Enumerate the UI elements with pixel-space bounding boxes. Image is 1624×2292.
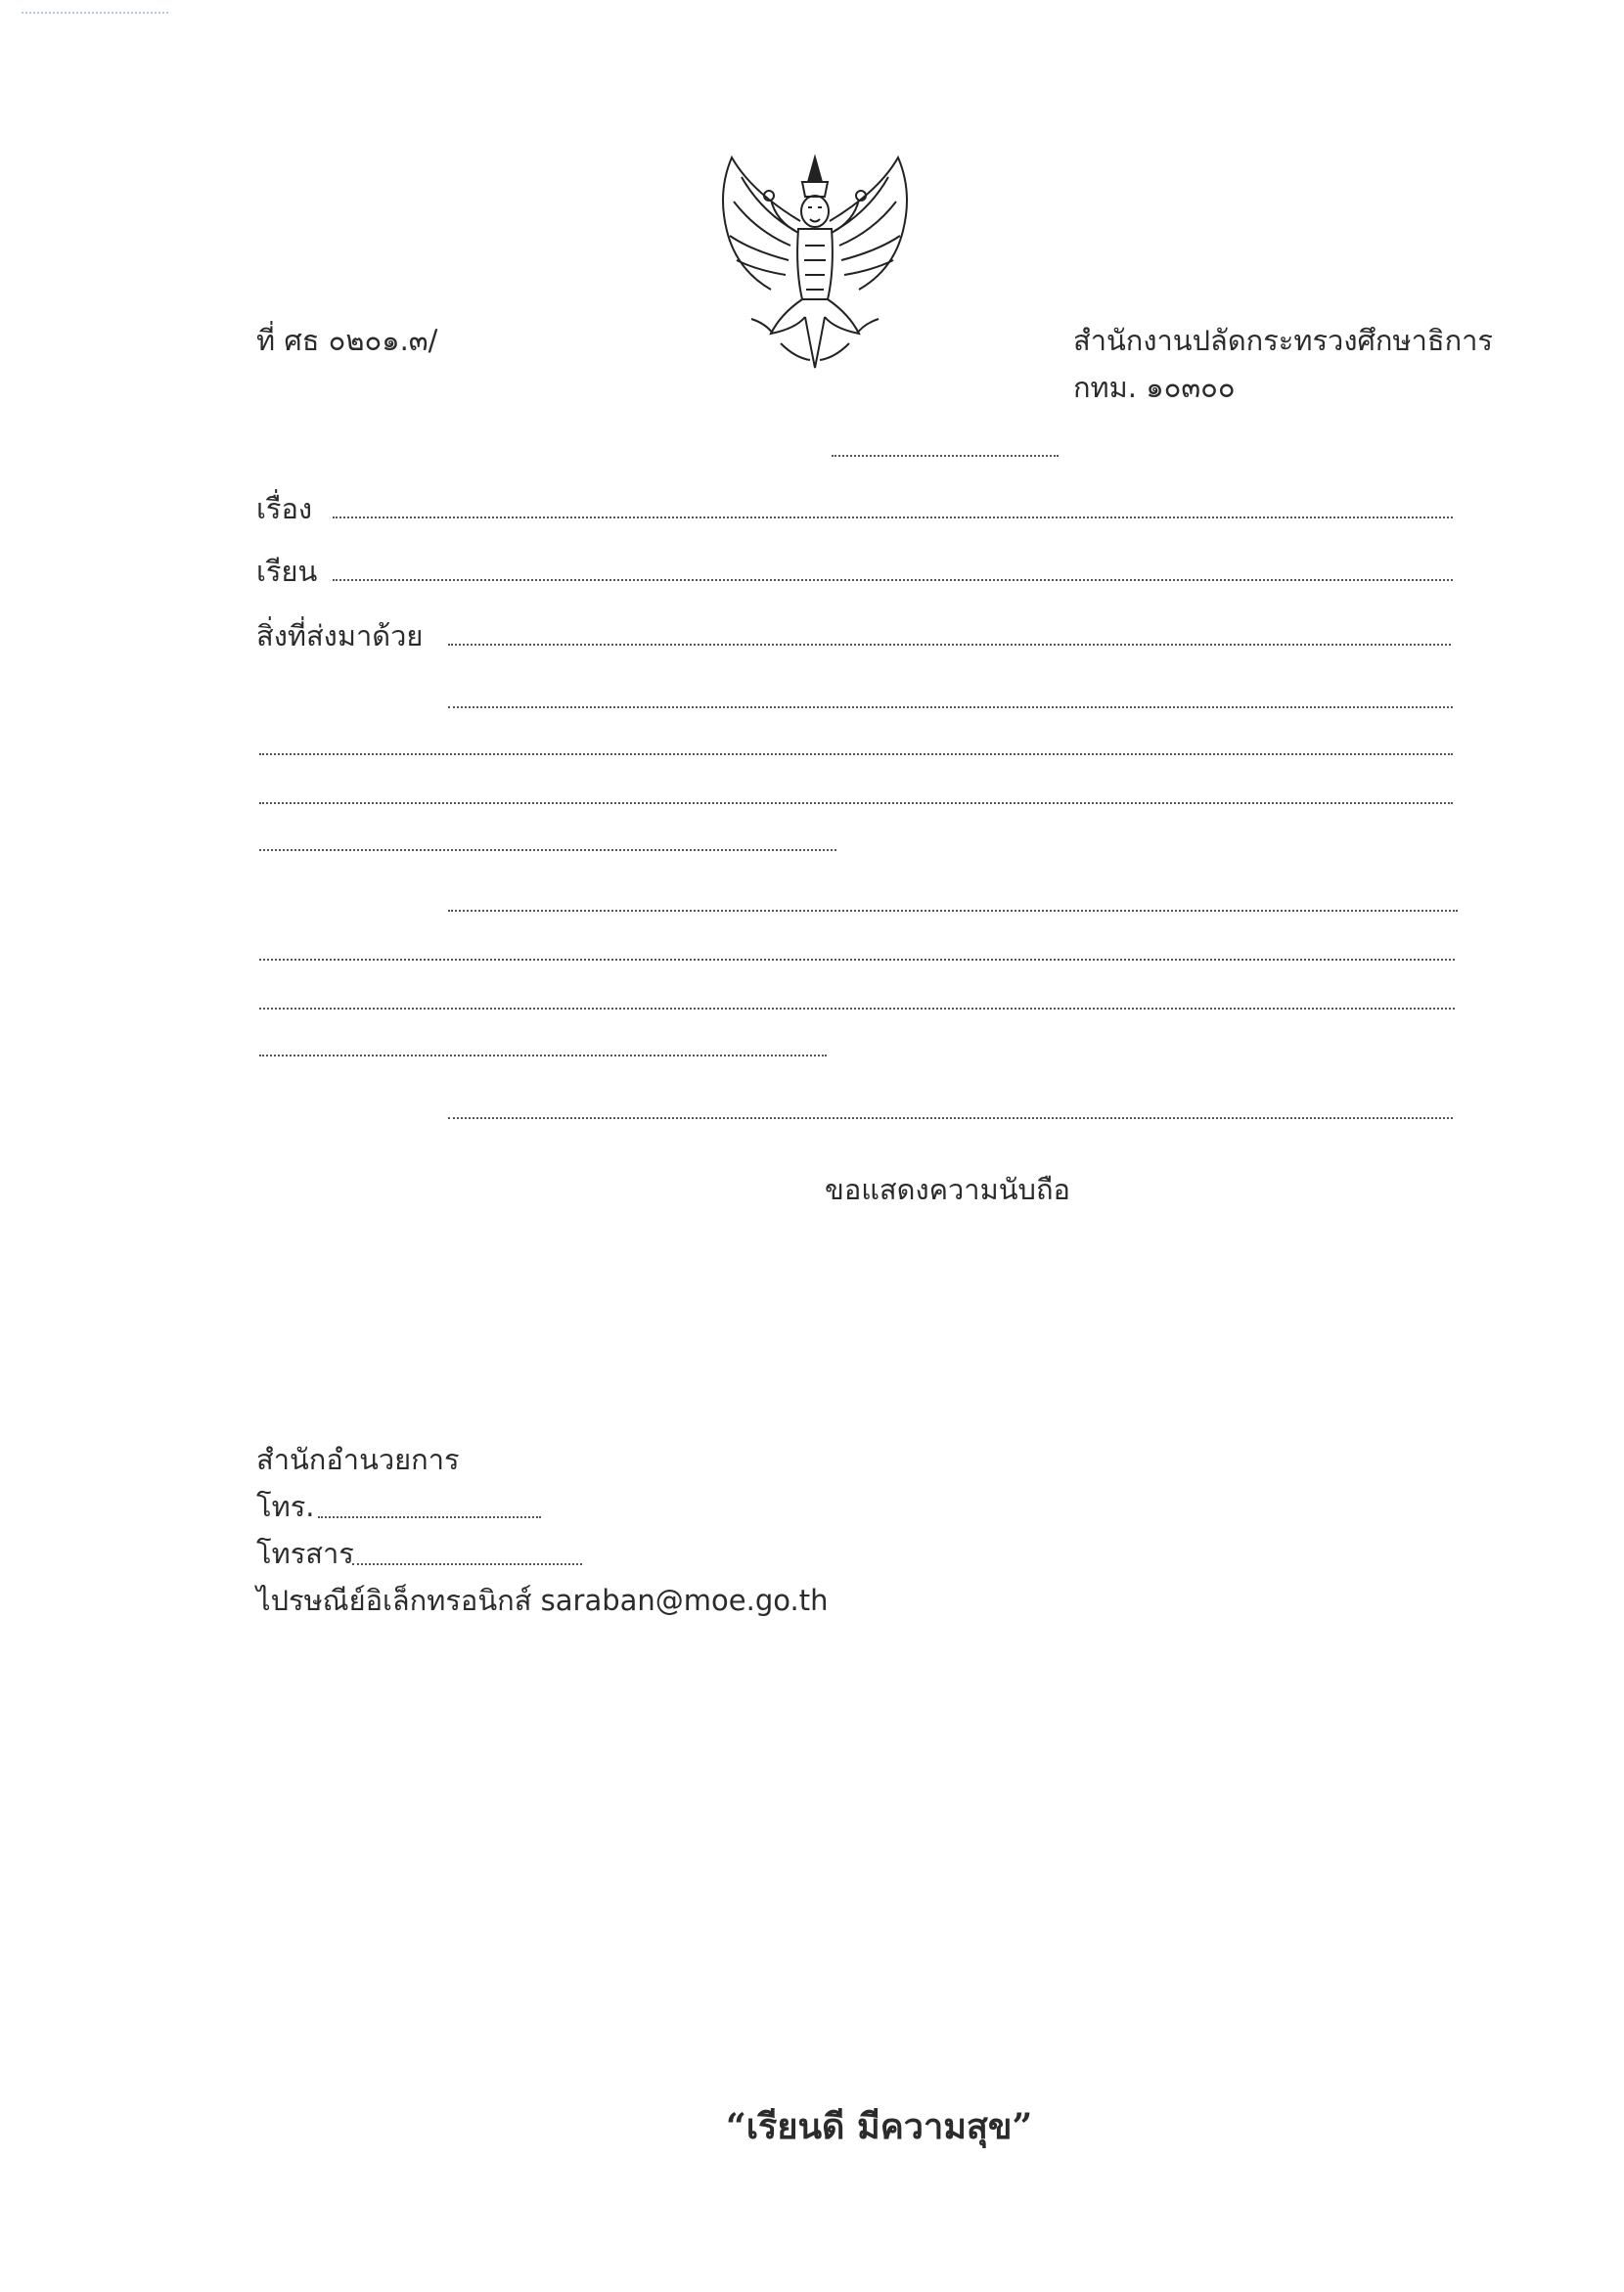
enclosure-line (448, 644, 1451, 646)
body-line (448, 910, 1458, 912)
office-postal: กทม. ๑๐๓๐๐ (1073, 371, 1236, 404)
email-address[interactable]: saraban@moe.go.th (540, 1584, 829, 1617)
office-name: สำนักงานปลัดกระทรวงศึกษาธิการ (1073, 324, 1493, 357)
fax-label: โทรสาร (256, 1537, 354, 1570)
body-line (259, 1055, 827, 1056)
body-line (259, 1008, 1455, 1010)
email-row (256, 1581, 828, 1620)
subject-label: เรื่อง (256, 492, 313, 525)
slogan: “เรียนดี มีความสุข” (726, 2106, 1033, 2147)
division-name: สำนักอำนวยการ (256, 1443, 460, 1476)
fax-line (352, 1563, 582, 1565)
email-label: ไปรษณีย์อิเล็กทรอนิกส์ (256, 1584, 532, 1617)
body-line (259, 753, 1453, 755)
to-line (333, 579, 1453, 581)
enclosure-label: สิ่งที่ส่งมาด้วย (256, 619, 424, 652)
reference-number: ที่ ศธ ๐๒๐๑.๓/ (256, 324, 438, 357)
tel-label: โทร. (256, 1490, 315, 1523)
body-line (259, 849, 836, 851)
body-line (259, 959, 1455, 961)
body-line (448, 1117, 1453, 1119)
subject-line (333, 517, 1453, 518)
scan-artifact (22, 12, 168, 14)
tel-line (318, 1516, 541, 1518)
body-line (259, 802, 1453, 804)
date-line (832, 455, 1059, 457)
to-label: เรียน (256, 555, 318, 588)
closing-phrase: ขอแสดงความนับถือ (825, 1173, 1070, 1206)
enclosure-line-2 (448, 706, 1453, 708)
garuda-emblem-icon (712, 153, 918, 373)
